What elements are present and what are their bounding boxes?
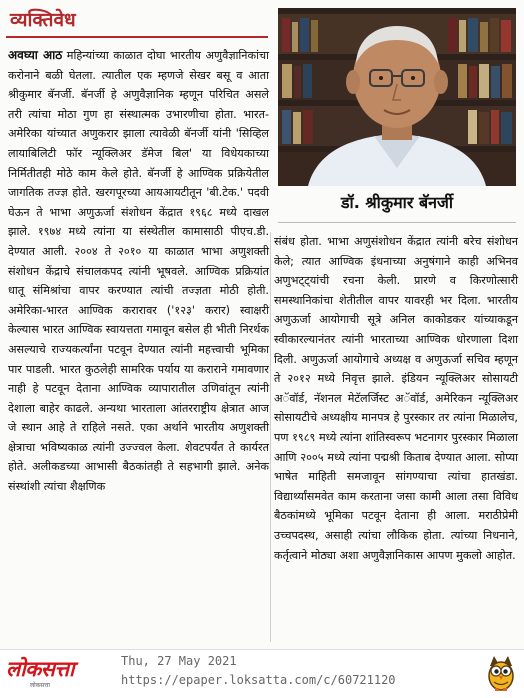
article-column-right xyxy=(274,232,518,565)
logo-wordmark: लोकसत्ता xyxy=(6,657,74,681)
heading-underline xyxy=(6,36,268,38)
column-divider xyxy=(270,232,271,642)
article-column-left xyxy=(8,46,269,497)
publication-date: Thu, 27 May 2021 xyxy=(121,654,237,668)
logo-tagline: लोकसत्ता xyxy=(30,682,50,689)
epaper-url[interactable]: https://epaper.loksatta.com/c/60721120 xyxy=(121,673,396,687)
photo-caption: डॉ. श्रीकुमार बॅनर्जी xyxy=(341,193,453,212)
article-body-left: महिन्यांच्या काळात दोघा भारतीय अणुवैज्ञानिकांचा करोनाने बळी घेतला. त्यातील एक म्हणजे सेखर बसू व आता श्रीकुमार बॅनर्जी. बॅनर्जी हे अणुवैज्ञानिक म्हणून परिचित असले तरी त्यांचा मोठा गुण हा संस्थात्मक उभारणीचा होता. भारत-अमेरिका यांच्यात अणुकरार झाला त्यावेळी बॅनर्जी यांनी 'सिव्हिल लायाबिलिटी फॉर न्यूक्लिअर डॅमेज बिल' या विधेयकाच्या निर्मितीतही मोठे काम केले होते. बॅनर्जी हे आण्विक प्रक्रियेतील जागतिक तज्ज्ञ होते. खरगपूरच्या आयआयटीतून 'बी.टेक.' पदवी घेऊन ते भाभा अणुऊर्जा संशोधन केंद्रात १९६८ मध्ये दाखल झाले. १९७४ मध्ये त्यांना या संस्थेतील कामासाठी पीएच.डी. देण्यात आली. २००४ ते २०१० या काळात भाभा अणुशक्ती संशोधन केंद्राचे संचालकपद त्यांनी भूषवले. आण्विक प्रक्रियांत धातू संमिश्रांचा वापर करण्यात त्यांची तज्ज्ञता मोठी होती. अमेरिका-भारत आण्विक करारावर ('१२३' करार) स्वाक्षरी केल्यास भारत आण्विक स्वायत्तता गमावून बसेल ही भीती निरर्थक असल्याचे राज्यकर्त्यांना पटवून देण्यात त्यांनी महत्त्वाची भूमिका पार पाडली. भारत कुठलेही सामरिक पर्याय या कराराने गमावणार नाही हे पटवून देताना आण्विक व्यापारातील उणिवांतून त्यांनी देशाला बाहेर काढले. अन्यथा भारताला आंतरराष्ट्रीय क्षेत्रात आज जे स्थान आहे ते राहिले नसते. एका अर्थाने भारतीय अणुशक्ती क्षेत्राचा भविष्यकाळ त्यांनी उज्ज्वल केला. शेवटपर्यंत ते कार्यरत होते. अलीकडच्या आभासी बैठकांतही ते सहभागी झाले. अनेक संस्थांशी त्यांचा शैक्षणिक xyxy=(8,49,269,494)
section-heading: व्यक्तिवेध xyxy=(10,9,76,31)
loksatta-logo[interactable] xyxy=(6,656,114,692)
owl-mascot-icon xyxy=(486,654,516,692)
article-body-right: संबंध होता. भाभा अणुसंशोधन केंद्रात त्यांनी बरेच संशोधन केले; त्यात आण्विक इंधनाच्या अनुषंगाने काही अभिनव अणुभट्ट्यांची रचना केली. प्रारणे व किरणोत्सारी समस्थानिकांचा शेतीतील वापर यावरही भर दिला. भारतीय अणुऊर्जा आयोगाची सूत्रे अनिल काकोडकर यांच्याकडून स्वीकारल्यानंतर त्यांनी भारताच्या आण्विक धोरणाला दिशा दिली. अणुऊर्जा आयोगाचे अध्यक्ष व अणुऊर्जा सचिव म्हणून ते २०१२ मध्ये निवृत्त झाले. इंडियन न्यूक्लिअर सोसायटी अॅवॉर्ड, नॅशनल मेटॅलर्जिस्ट अॅवॉर्ड, अमेरिकन न्यूक्लिअर सोसायटीचे अध्यक्षीय मानपत्र हे पुरस्कार तर त्यांना मिळालेच, पण १९८९ मध्ये त्यांना शांतिस्वरूप भटनागर पुरस्कार मिळाला आणि २००५ मध्ये त्यांना पद्मश्री किताब देण्यात आला. सोप्या भाषेत माहिती समजावून सांगण्याचा त्यांचा हातखंडा. विद्यार्थ्यांसमवेत काम करताना जसा कामी आला तसा विविध बैठकांमध्ये भूमिका पटवून देताना ही आला. मराठीप्रेमी उच्चपदस्थ, असाही त्यांचा लौकिक होता. त्यांच्या निधनाने, कर्तृत्वाने मोठ्या अशा अणुवैज्ञानिकास आपण मुकलो आहोत. xyxy=(274,235,518,562)
caption-divider xyxy=(278,222,516,223)
article-lead: अवघ्या आठ xyxy=(8,48,63,62)
portrait-photo xyxy=(278,8,516,186)
